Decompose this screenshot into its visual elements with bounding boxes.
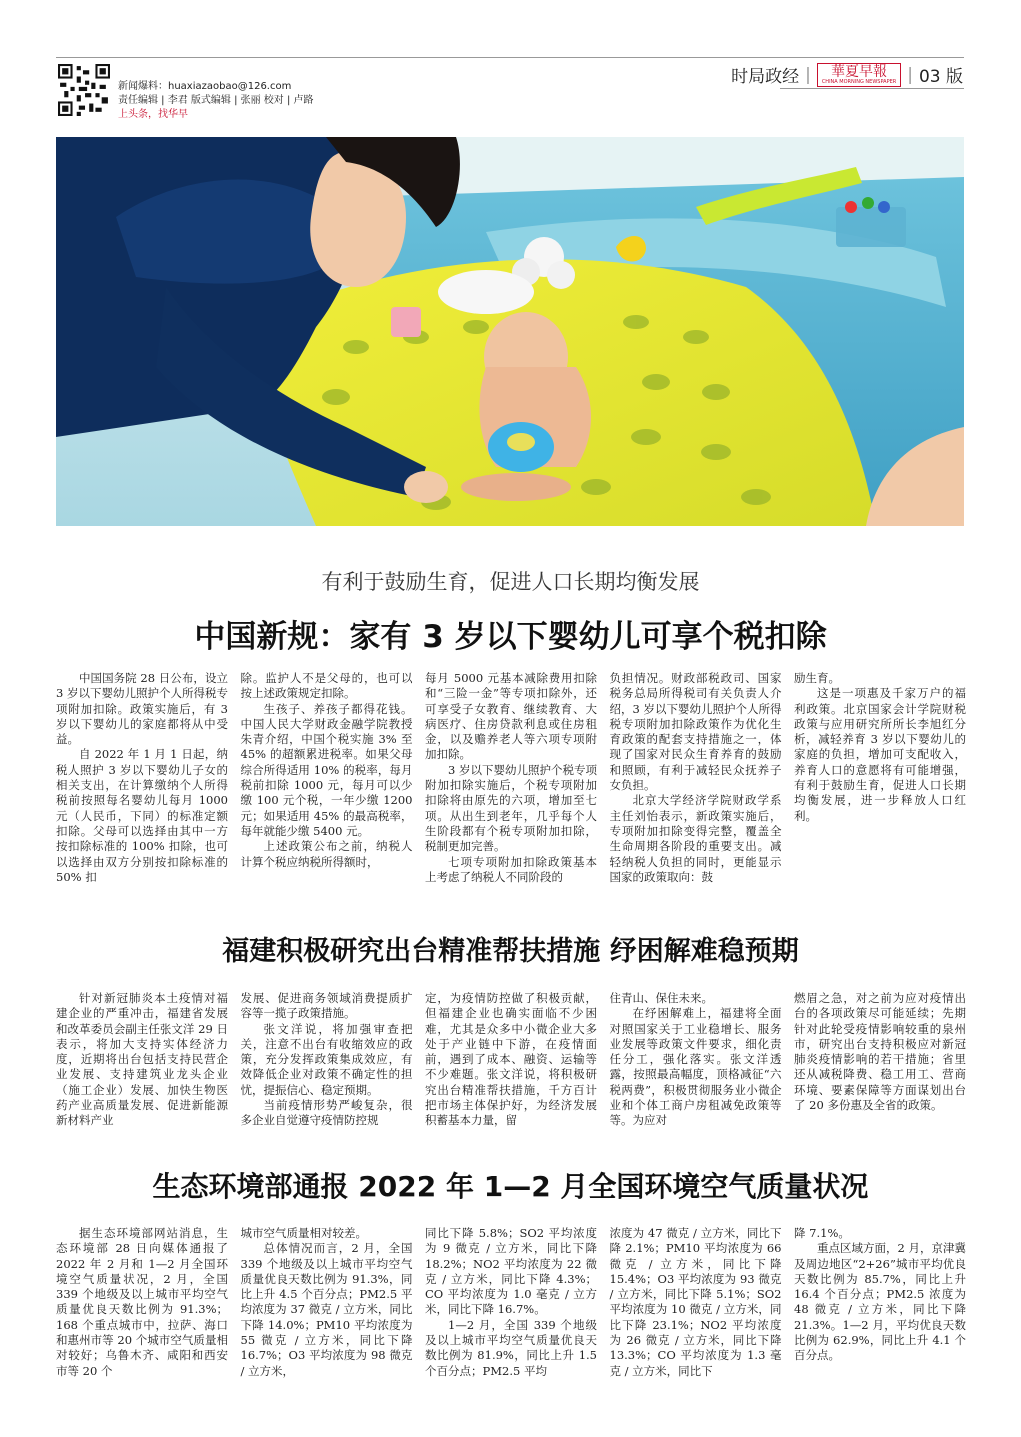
paragraph: 据生态环境部网站消息，生态环境部 28 日向媒体通报了 2022 年 2 月和 1—2 月全国环境空气质量状况，2 月，全国 339 个地级及以上城市平均空气质量优良天数比例为 91.3%；168 个重点城市中，拉萨、海口和惠州市等 20 个城市空气质量相对较好；乌鲁木齐、咸阳和西安市等 20 个 bbox=[56, 1226, 228, 1378]
article1-title: 中国新规：家有 3 岁以下婴幼儿可享个税扣除 bbox=[194, 619, 827, 655]
article2-column-3 bbox=[425, 991, 597, 1129]
header-info bbox=[118, 80, 314, 122]
article3-column-4 bbox=[610, 1226, 782, 1379]
paragraph: 城市空气质量相对较差。 bbox=[240, 1226, 367, 1240]
paragraph: 发展、促进商务领域消费提质扩容等一揽子政策措施。 bbox=[240, 991, 413, 1021]
paragraph: 燃眉之急，对之前为应对疫情出台的各项政策尽可能延续；先期针对此轮受疫情影响较重的泉州市，研究出台支持积极应对新冠肺炎疫情影响的若干措施；省里还从减税降费、稳工用工、营商环境、要素保障等方面谋划出台了 20 多份惠及全省的政策。 bbox=[794, 991, 966, 1113]
article3-title: 生态环境部通报 2022 年 1—2 月全国环境空气质量状况 bbox=[152, 1170, 869, 1203]
paragraph: 浓度为 47 微克 / 立方米，同比下降 2.1%；PM10 平均浓度为 66 微克 / 立方米，同比下降 15.4%；O3 平均浓度为 93 微克 / 立方米，同比下降 5.1%；SO2 平均浓度为 10 微克 / 立方米，同比下降 23.1%；NO2 平均浓度为 26 微克 / 立方米，同比下降 13.3%；CO 平均浓度为 1.3 毫克 / 立方米，同比下 bbox=[609, 1226, 782, 1378]
paragraph: 负担情况。财政部税政司、国家税务总局所得税司有关负责人介绍，3 岁以下婴幼儿照护个人所得税专项附加扣除政策作为优化生育政策的配套支持措施之一，体现了国家对民众生育养育的鼓励和照顾，有利于减轻民众抚养子女负担。 bbox=[609, 671, 782, 793]
paragraph: 每月 5000 元基本减除费用扣除和“三险一金”等专项扣除外，还可享受子女教育、继续教育、大病医疗、住房贷款利息或住房租金，以及赡养老人等六项专项附加扣除。 bbox=[425, 671, 597, 762]
masthead bbox=[731, 62, 963, 87]
divider: | bbox=[805, 64, 811, 85]
article1-column-1 bbox=[56, 671, 228, 885]
paragraph: 定，为疫情防控做了积极贡献，但福建企业也确实面临不少困难，尤其是众多中小微企业大多处于产业链中下游，在疫情面前，遇到了成本、融资、运输等不少难题。张文洋说，将积极研究出台精准帮扶措施，千方百计把市场主体保护好，为经济发展积蓄基本力量，留 bbox=[425, 991, 597, 1128]
article2-body bbox=[56, 991, 966, 1129]
article1-column-5 bbox=[794, 671, 966, 885]
logo-text: 華夏早報 bbox=[831, 63, 888, 80]
paragraph: 住青山、保住未来。 bbox=[609, 991, 713, 1005]
logo-subtext: CHINA MORNING NEWSPAPER bbox=[821, 78, 897, 85]
paragraph: 当前疫情形势严峻复杂，很多企业自觉遵守疫情防控规 bbox=[240, 1098, 413, 1128]
paragraph: 自 2022 年 1 月 1 日起，纳税人照护 3 岁以下婴幼儿子女的相关支出，在计算缴纳个人所得税前按照每名婴幼儿每月 1000 元（人民币，下同）的标准定额扣除。父母可以选择由其中一方按扣除标准的 100% 扣除，也可以选择由双方分别按扣除标准的 50% 扣 bbox=[56, 747, 228, 884]
paragraph: 这是一项惠及千家万户的福利政策。北京国家会计学院财税政策与应用研究所所长李旭红分析，减轻养育 3 岁以下婴幼儿的家庭的负担，增加可支配收入，养育人口的意愿将有可能增强，有利于鼓励生育，促进人口长期均衡发展，进一步释放人口红利。 bbox=[794, 686, 966, 823]
article3-column-1 bbox=[56, 1226, 228, 1379]
paragraph: 1—2 月，全国 339 个地级及以上城市平均空气质量优良天数比例为 81.9%，同比上升 1.5 个百分点；PM2.5 平均 bbox=[425, 1317, 597, 1378]
paragraph: 总体情况而言，2 月，全国 339 个地级及以上城市平均空气质量优良天数比例为 91.3%，同比上升 4.5 个百分点；PM2.5 平均浓度为 37 微克 / 立方米，同比下降 14.0%；PM10 平均浓度为 55 微克 / 立方米，同比下降 16.7%；O3 平均浓度为 98 微克 / 立方米， bbox=[240, 1241, 413, 1378]
infant-swimming-photo bbox=[56, 137, 964, 526]
paragraph: 同比下降 5.8%；SO2 平均浓度为 9 微克 / 立方米，同比下降 18.2%；NO2 平均浓度为 22 微克 / 立方米，同比下降 4.3%；CO 平均浓度为 1.0 毫克 / 立方米，同比下降 16.7%。 bbox=[425, 1226, 597, 1317]
paragraph: 在纾困解难上，福建将全面对照国家关于工业稳增长、服务业发展等政策文件要求，细化责任分工，强化落实。张文洋透露，按照最高幅度，顶格减征“六税两费”，积极贯彻服务业小微企业和个体工商户房租减免政策等等。为应对 bbox=[609, 1006, 782, 1128]
news-hotline: 新闻爆料：huaxiazaobao@126.com bbox=[118, 81, 292, 92]
paragraph: 针对新冠肺炎本土疫情对福建企业的严重冲击，福建省发展和改革委员会副主任张文洋 29 日表示，将加大支持实体经济力度，近期将出台包括支持民营企业发展、支持建筑业龙头企业（施工企业）发展、加快生物医药产业高质量发展、促进新能源新材料产业 bbox=[56, 991, 228, 1128]
header-bottom-rule bbox=[780, 88, 964, 89]
section-name: 时局政经 bbox=[731, 67, 800, 87]
article2-column-4 bbox=[610, 991, 782, 1129]
article2-column-5 bbox=[794, 991, 966, 1129]
slogan: 上头条，找华早 bbox=[118, 109, 188, 120]
article1-subtitle: 有利于鼓励生育，促进人口长期均衡发展 bbox=[321, 570, 700, 594]
header-top-rule bbox=[56, 57, 964, 58]
article1-column-3 bbox=[425, 671, 597, 885]
paragraph: 上述政策公布之前，纳税人计算个税应纳税所得额时， bbox=[240, 839, 413, 869]
article3-body bbox=[56, 1226, 966, 1379]
paragraph: 降 7.1%。 bbox=[794, 1226, 850, 1240]
edition-number: 03 版 bbox=[918, 67, 963, 87]
newspaper-logo bbox=[817, 63, 901, 87]
qr-code-icon bbox=[58, 64, 110, 116]
paragraph: 七项专项附加扣除政策基本上考虑了纳税人不同阶段的 bbox=[425, 854, 597, 884]
article1-column-2 bbox=[241, 671, 413, 885]
article2-title: 福建积极研究出台精准帮扶措施 纾困解难稳预期 bbox=[222, 936, 799, 967]
paragraph: 重点区域方面，2 月，京津冀及周边地区“2+26”城市平均优良天数比例为 85.7%，同比上升 16.4 个百分点；PM2.5 浓度为 48 微克 / 立方米，同比下降 21.3%。1—2 月，平均优良天数比例为 62.9%，同比上升 4.1 个百分点。 bbox=[794, 1241, 966, 1363]
paragraph: 中国国务院 28 日公布，设立 3 岁以下婴幼儿照护个人所得税专项附加扣除。政策实施后，有 3 岁以下婴幼儿的家庭都将从中受益。 bbox=[56, 671, 228, 747]
paragraph: 生孩子、养孩子都得花钱。中国人民大学财政金融学院教授朱青介绍，中国个税实施 3% 至 45% 的超额累进税率。如果父母综合所得适用 10% 的税率，每月税前扣除 1000 元，每月可以少缴 100 元个税，一年少缴 1200 元；如果适用 45% 的最高税率，每年就能少缴 5400 元。 bbox=[240, 701, 413, 838]
article3-column-2 bbox=[241, 1226, 413, 1379]
paragraph: 励生育。 bbox=[794, 671, 840, 685]
article2-column-1 bbox=[56, 991, 228, 1129]
article2-column-2 bbox=[241, 991, 413, 1129]
divider: | bbox=[907, 64, 913, 85]
article3-column-3 bbox=[425, 1226, 597, 1379]
paragraph: 除。监护人不是父母的，也可以按上述政策规定扣除。 bbox=[240, 671, 413, 701]
article3-column-5 bbox=[794, 1226, 966, 1379]
article1-column-4 bbox=[610, 671, 782, 885]
paragraph: 张文洋说，将加强审查把关，注意不出台有收缩效应的政策，充分发挥政策集成效应，有效降低企业对政策不确定性的担忧，提振信心、稳定预期。 bbox=[240, 1021, 413, 1097]
editor-credits: 责任编辑 | 李君 版式编辑 | 张丽 校对 | 卢路 bbox=[118, 95, 314, 106]
paragraph: 3 岁以下婴幼儿照护个税专项附加扣除实施后，个税专项附加扣除将由原先的六项，增加至七项。从出生到老年，几乎每个人生阶段都有个税专项附加扣除，税制更加完善。 bbox=[425, 762, 597, 854]
article1-body bbox=[56, 671, 966, 885]
paragraph: 北京大学经济学院财政学系主任刘怡表示，新政策实施后，专项附加扣除变得完整，覆盖全生命周期各阶段的重要支出。减轻纳税人负担的同时，更能显示国家的政策取向：鼓 bbox=[609, 793, 782, 884]
